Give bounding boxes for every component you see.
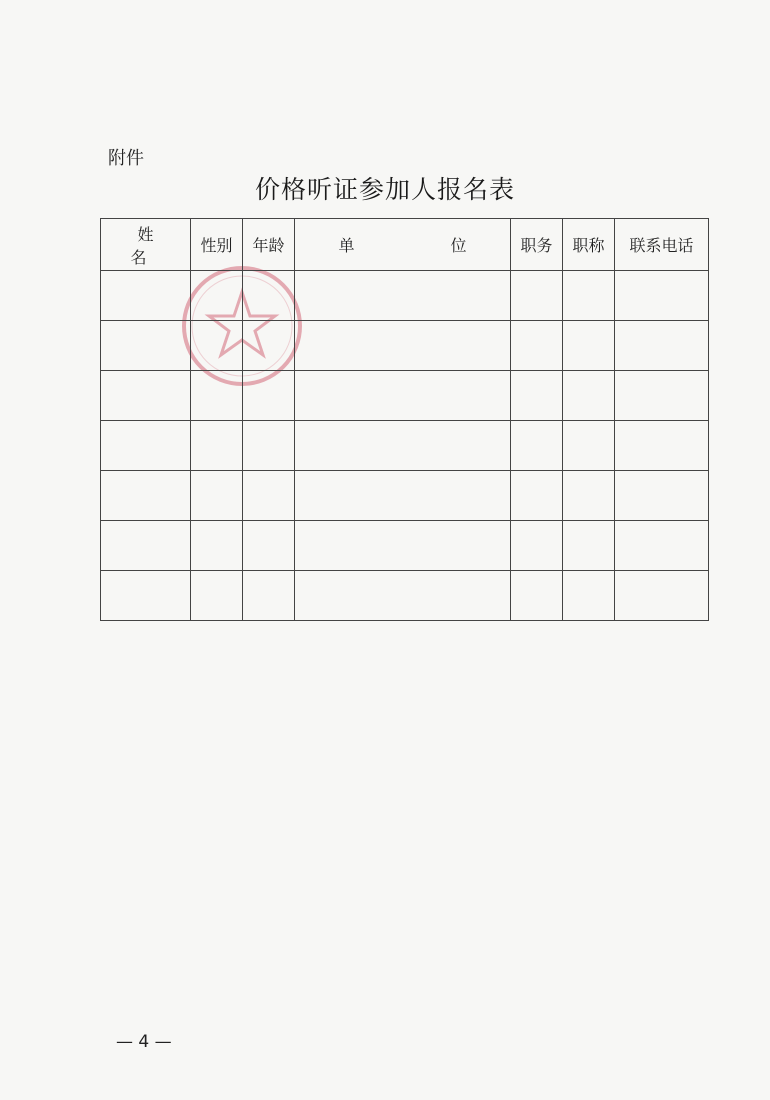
cell-position[interactable] xyxy=(511,471,563,521)
cell-unit[interactable] xyxy=(295,321,511,371)
cell-phone[interactable] xyxy=(615,271,709,321)
header-phone: 联系电话 xyxy=(615,219,709,271)
cell-title[interactable] xyxy=(563,271,615,321)
cell-gender[interactable] xyxy=(191,371,243,421)
header-gender: 性别 xyxy=(191,219,243,271)
table-row xyxy=(101,421,709,471)
cell-unit[interactable] xyxy=(295,521,511,571)
cell-age[interactable] xyxy=(243,521,295,571)
cell-name[interactable] xyxy=(101,271,191,321)
cell-gender[interactable] xyxy=(191,471,243,521)
header-unit: 单 位 xyxy=(295,219,511,271)
cell-phone[interactable] xyxy=(615,421,709,471)
cell-title[interactable] xyxy=(563,321,615,371)
registration-table xyxy=(100,218,709,621)
header-age: 年龄 xyxy=(243,219,295,271)
cell-age[interactable] xyxy=(243,421,295,471)
table-row xyxy=(101,471,709,521)
cell-position[interactable] xyxy=(511,571,563,621)
header-title: 职称 xyxy=(563,219,615,271)
cell-name[interactable] xyxy=(101,321,191,371)
cell-phone[interactable] xyxy=(615,521,709,571)
cell-title[interactable] xyxy=(563,521,615,571)
cell-unit[interactable] xyxy=(295,271,511,321)
table-row xyxy=(101,321,709,371)
cell-gender[interactable] xyxy=(191,421,243,471)
cell-gender[interactable] xyxy=(191,271,243,321)
cell-unit[interactable] xyxy=(295,471,511,521)
header-name: 姓 名 xyxy=(101,219,191,271)
cell-name[interactable] xyxy=(101,471,191,521)
table-row xyxy=(101,371,709,421)
table-row xyxy=(101,521,709,571)
cell-gender[interactable] xyxy=(191,321,243,371)
cell-position[interactable] xyxy=(511,271,563,321)
page-title: 价格听证参加人报名表 xyxy=(254,175,515,204)
cell-title[interactable] xyxy=(563,421,615,471)
header-position: 职务 xyxy=(511,219,563,271)
cell-phone[interactable] xyxy=(615,321,709,371)
cell-title[interactable] xyxy=(563,371,615,421)
cell-name[interactable] xyxy=(101,571,191,621)
cell-gender[interactable] xyxy=(191,571,243,621)
cell-age[interactable] xyxy=(243,371,295,421)
cell-position[interactable] xyxy=(511,421,563,471)
cell-age[interactable] xyxy=(243,271,295,321)
cell-position[interactable] xyxy=(511,521,563,571)
cell-name[interactable] xyxy=(101,421,191,471)
cell-phone[interactable] xyxy=(615,571,709,621)
cell-phone[interactable] xyxy=(615,471,709,521)
cell-name[interactable] xyxy=(101,371,191,421)
cell-unit[interactable] xyxy=(295,371,511,421)
cell-position[interactable] xyxy=(511,321,563,371)
cell-age[interactable] xyxy=(243,571,295,621)
cell-age[interactable] xyxy=(243,321,295,371)
cell-name[interactable] xyxy=(101,521,191,571)
cell-title[interactable] xyxy=(563,471,615,521)
cell-phone[interactable] xyxy=(615,371,709,421)
attachment-label: 附件 xyxy=(108,148,144,169)
cell-position[interactable] xyxy=(511,371,563,421)
table-row xyxy=(101,571,709,621)
cell-unit[interactable] xyxy=(295,571,511,621)
cell-gender[interactable] xyxy=(191,521,243,571)
cell-age[interactable] xyxy=(243,471,295,521)
cell-unit[interactable] xyxy=(295,421,511,471)
cell-title[interactable] xyxy=(563,571,615,621)
table-row xyxy=(101,271,709,321)
table-header-row xyxy=(101,219,709,271)
page-number: — 4 — xyxy=(116,1032,172,1052)
